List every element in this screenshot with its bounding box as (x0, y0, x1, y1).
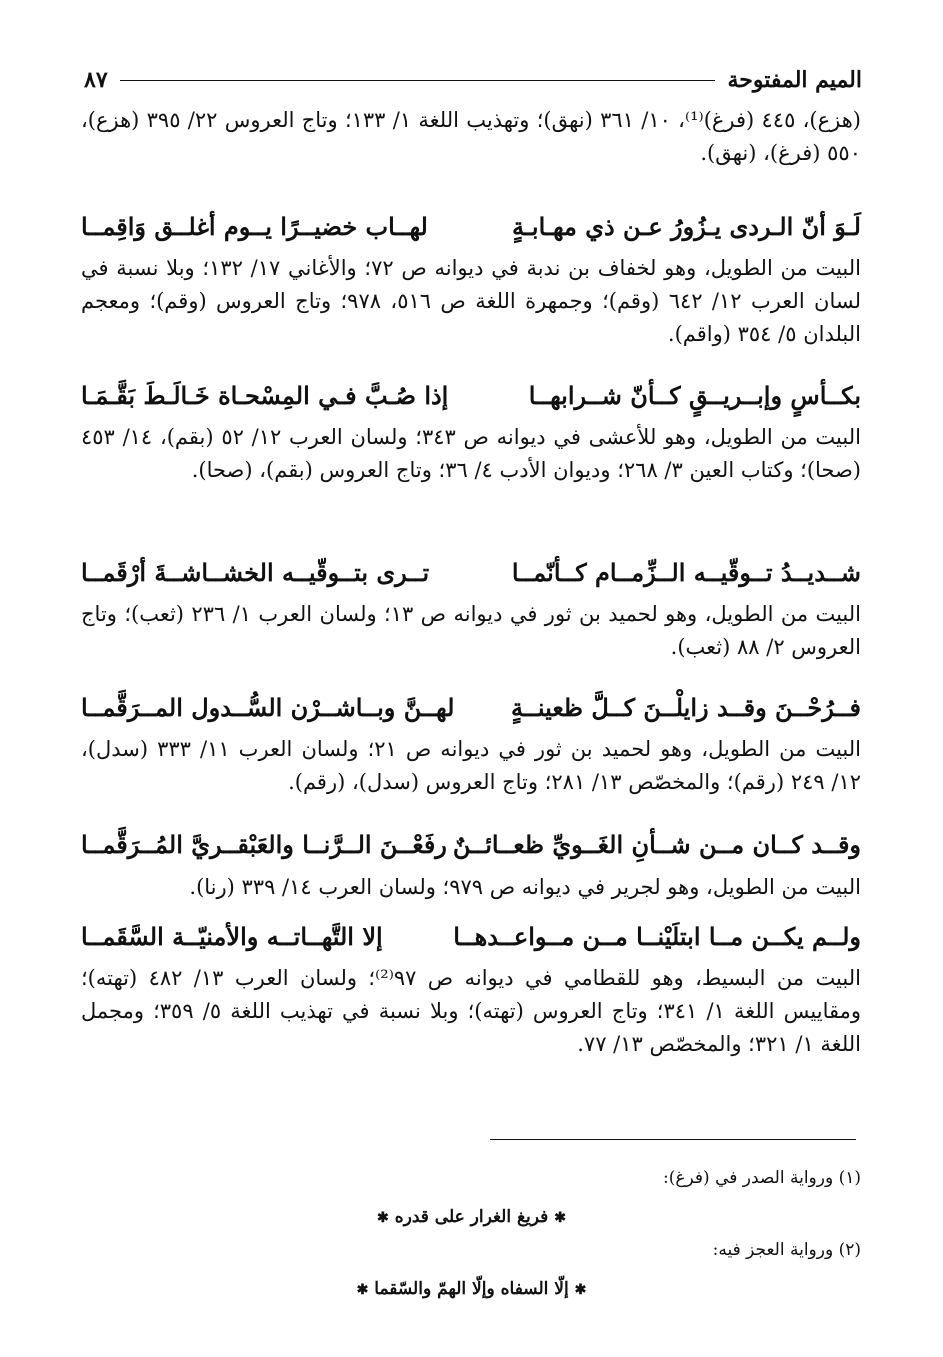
verse-second-hemistich: لهــنَّ وبــاشــرْن السُّــدول المــرَقَّمــا (81, 692, 455, 722)
star-icon: ✱ (574, 1282, 587, 1298)
star-icon: ✱ (377, 1210, 389, 1226)
star-icon: ✱ (356, 1282, 369, 1298)
footnote-1-verse-text: فريغ الغرار على قدره (394, 1207, 549, 1227)
verse-second-hemistich: إذا صُـبَّ فـي المِسْحـاة خَـالَـطَ بَقَّـمَـا (81, 380, 449, 410)
citation-paragraph: البيت من الطويل، وهو لحميد بن ثور في ديوانه ص ٢١؛ ولسان العرب ١١/ ٣٣٣ (سدل)، ١٢/ ٢٤٩ (رقم)؛ والمخصّص ١٣/ ٢٨١؛ وتاج العروس (سدل)، (رقم). (81, 737, 861, 794)
poetry-verse (81, 916, 861, 956)
poetry-verse (81, 206, 861, 246)
poetry-verse (81, 375, 861, 415)
poetry-verse (81, 552, 861, 592)
citation-paragraph: البيت من البسيط، وهو للقطامي في ديوانه ص ٩٧⁽²⁾؛ ولسان العرب ١٣/ ٤٨٢ (تهته)؛ ومقاييس اللغة ١/ ٣٤١؛ وتاج العروس (تهته)؛ وبلا نسبة في تهذيب اللغة ٥/ ٣٥٩؛ ومجمل اللغة ١/ ٣٢١؛ والمخصّص ١٣/ ٧٧. (81, 966, 861, 1056)
poetry-verse (81, 687, 861, 727)
verse-first-hemistich: لَـوَ أنّ الـردى يـزُورُ عـن ذي مهـابـةٍ (512, 211, 861, 241)
citation-paragraph: البيت من الطويل، وهو لخفاف بن ندبة في ديوانه ص ٧٢؛ والأغاني ١٧/ ١٣٢؛ وبلا نسبة في لسان العرب ١٢/ ٦٤٢ (وقم)؛ وجمهرة اللغة ص ٥١٦، ٩٧٨؛ وتاج العروس (وقم)؛ ومعجم البلدان ٥/ ٣٥٤ (واقم). (81, 256, 862, 346)
running-header (84, 62, 862, 98)
verse-second-hemistich: لهــاب خضيــرًا يــوم أغلــق وَاقِمــا (81, 211, 428, 241)
verse-second-hemistich: رفَعْــنَ الــرَّنــا والعَبْقــريَّ المُــرَقَّمــا (81, 829, 447, 859)
footnote-2-verse-text: إلّا السفاه وإلّا الهمّ والسّقما (374, 1279, 569, 1299)
verse-first-hemistich: بكــأسٍ وإبــريــقٍ كــأنّ شــرابهــا (528, 380, 861, 410)
chapter-title: الميم المفتوحة (727, 67, 862, 93)
header-rule (120, 80, 716, 81)
footnote-2-label: (٢) ورواية العجز فيه: (712, 1240, 861, 1260)
footnote-1-verse (0, 1207, 943, 1227)
citation-paragraph: البيت من الطويل، وهو للأعشى في ديوانه ص ٣٤٣؛ ولسان العرب ١٢/ ٥٢ (بقم)، ١٤/ ٤٥٣ (صحا)؛ وكتاب العين ٣/ ٢٦٨؛ وديوان الأدب ٤/ ٣٦؛ وتاج العروس (بقم)، (صحا). (81, 425, 861, 482)
verse-first-hemistich: وقــد كــان مــن شــأنِ الغَــويِّ ظعــائــنٌ (452, 829, 861, 859)
page-number: ٨٧ (84, 67, 108, 93)
citation-paragraph: البيت من الطويل، وهو لحميد بن ثور في ديوانه ص ١٣؛ ولسان العرب ١/ ٢٣٦ (ثعب)؛ وتاج العروس ٢/ ٨٨ (ثعب). (81, 602, 861, 659)
verse-second-hemistich: تــرى بتــوقّيــه الخشــاشــةَ أرْقَمــا (81, 557, 430, 587)
verse-first-hemistich: شــديــدُ تــوقّيــه الــزِّمــام كــأنّمــا (511, 557, 861, 587)
footnote-separator (490, 1139, 856, 1140)
verse-first-hemistich: فــرُحْــنَ وقــد زايلْــنَ كــلَّ ظعينــةٍ (510, 692, 861, 722)
citation-paragraph: البيت من الطويل، وهو لجرير في ديوانه ص ٩٧٩؛ ولسان العرب ١٤/ ٣٣٩ (رنا). (189, 875, 861, 899)
poetry-verse (81, 824, 861, 864)
verse-first-hemistich: ولــم يكــن مــا ابتلَيْنــا مــن مــواعــدهــا (453, 921, 861, 951)
citation-paragraph: (هزع)، ٤٤٥ (فرغ)⁽¹⁾، ١٠/ ٣٦١ (نهق)؛ وتهذيب اللغة ١/ ١٣٣؛ وتاج العروس ٢٢/ ٣٩٥ (هزع)، ٥٥٠ (فرغ)، (نهق). (81, 108, 861, 165)
footnote-2-verse (0, 1279, 943, 1299)
verse-second-hemistich: إلا التَّهــاتــه والأمنيّــة السَّقَمــا (81, 921, 383, 951)
footnote-1-label: (١) ورواية الصدر في (فرغ): (663, 1168, 861, 1188)
star-icon: ✱ (554, 1210, 566, 1226)
